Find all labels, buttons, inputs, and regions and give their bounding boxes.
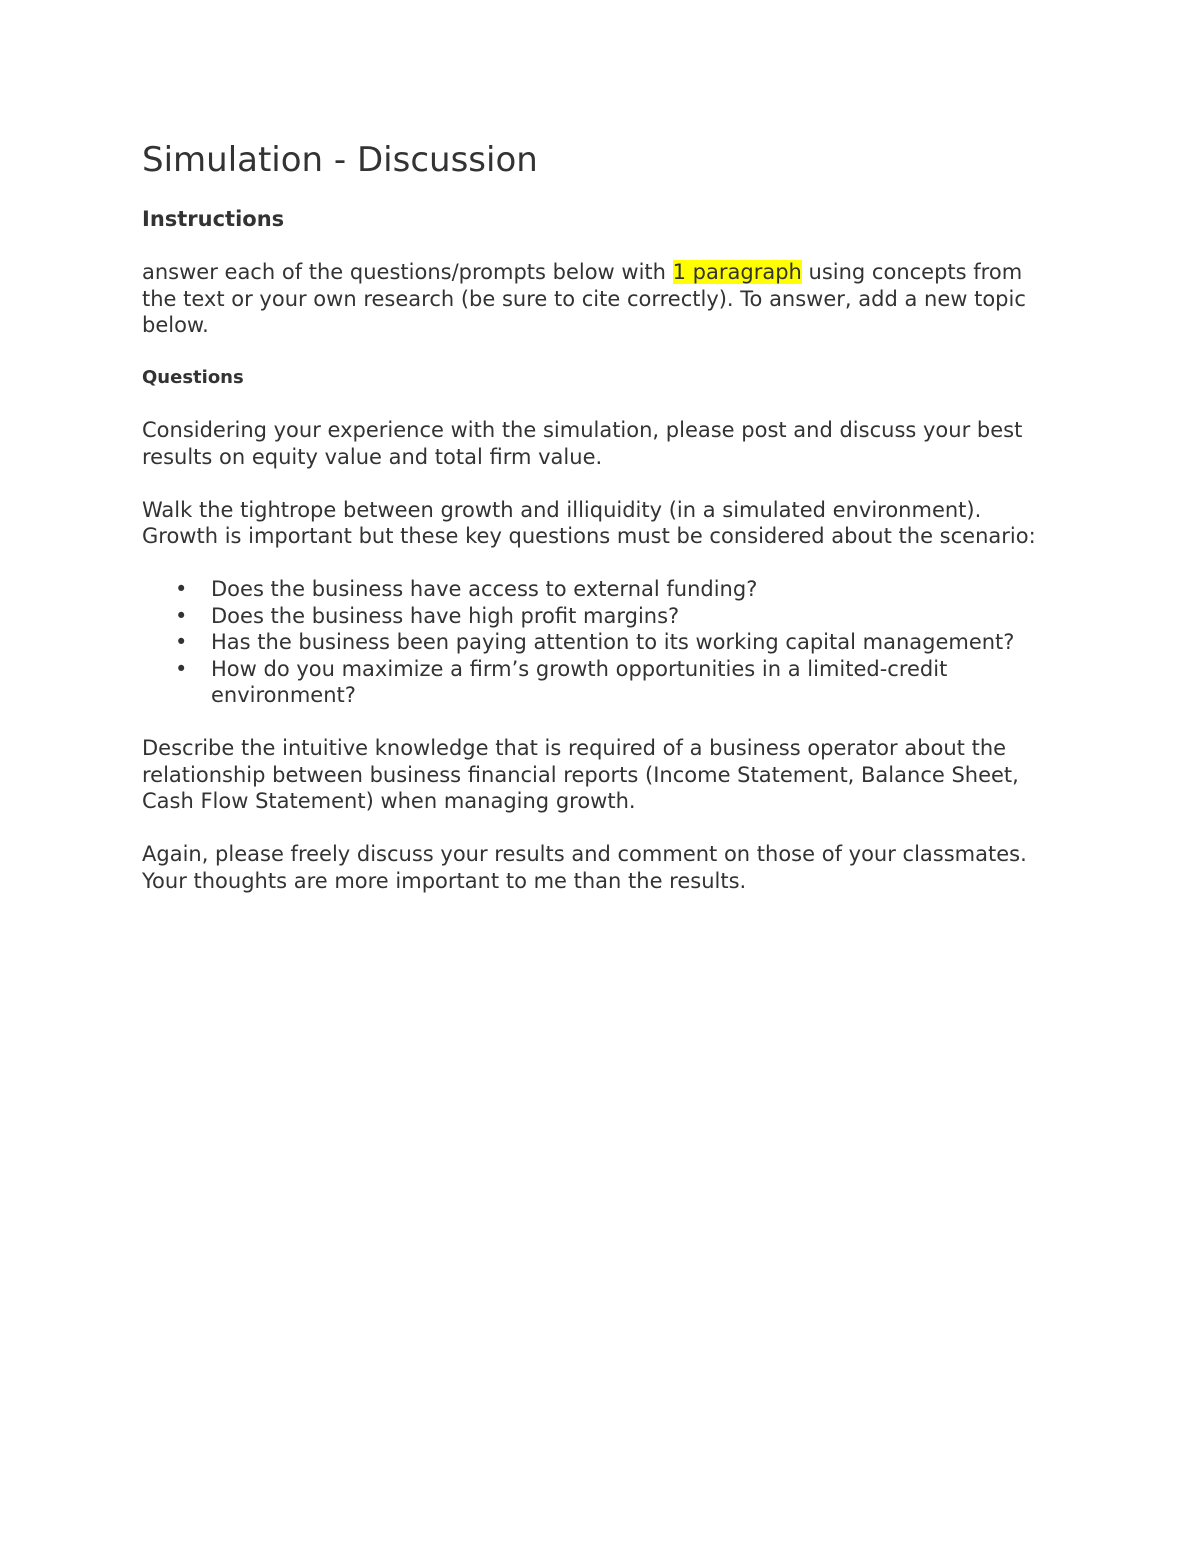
document-content (142, 136, 1062, 921)
list-item (175, 576, 1062, 603)
instructions-text-start: answer each of the questions/prompts below with (142, 260, 673, 284)
instructions-paragraph (142, 259, 1062, 339)
instructions-text-end: using concepts from the text or your own research (be sure to cite correctly). To answer, add a new topic below. (142, 260, 1026, 337)
list-item (175, 656, 1062, 709)
list-item-text: Does the business have access to external funding? (211, 577, 758, 601)
list-item-text: Does the business have high profit margins? (211, 603, 680, 628)
bullet-icon: • (175, 630, 188, 654)
closing-paragraph: Describe the intuitive knowledge that is required of a business operator about the relationship between business financial reports (Income Statement, Balance Sheet, Cash Flow Statement) when managing growth. (142, 736, 1019, 813)
list-item-text: How do you maximize a firm’s growth opportunities in a limited-credit environment? (211, 656, 948, 707)
list-item (175, 629, 1062, 656)
closing-paragraph: Again, please freely discuss your results and comment on those of your classmates. Your thoughts are more important to me than the results. (142, 842, 1027, 893)
highlighted-text: 1 paragraph (672, 260, 802, 284)
bullet-icon: • (175, 603, 188, 628)
question-paragraph: Walk the tightrope between growth and illiquidity (in a simulated environment). Growth is important but these key questions must be considered about the scenario: (142, 497, 1036, 548)
instructions-heading: Instructions (142, 207, 285, 231)
question-bullet-list (142, 576, 1062, 709)
questions-heading: Questions (142, 367, 244, 388)
list-item (175, 603, 1062, 630)
question-paragraph: Considering your experience with the simulation, please post and discuss your best results on equity value and total firm value. (142, 418, 1023, 469)
bullet-icon: • (175, 577, 188, 601)
bullet-icon: • (175, 656, 188, 681)
list-item-text: Has the business been paying attention to its working capital management? (211, 630, 1015, 654)
document-title: Simulation - Discussion (142, 140, 538, 180)
